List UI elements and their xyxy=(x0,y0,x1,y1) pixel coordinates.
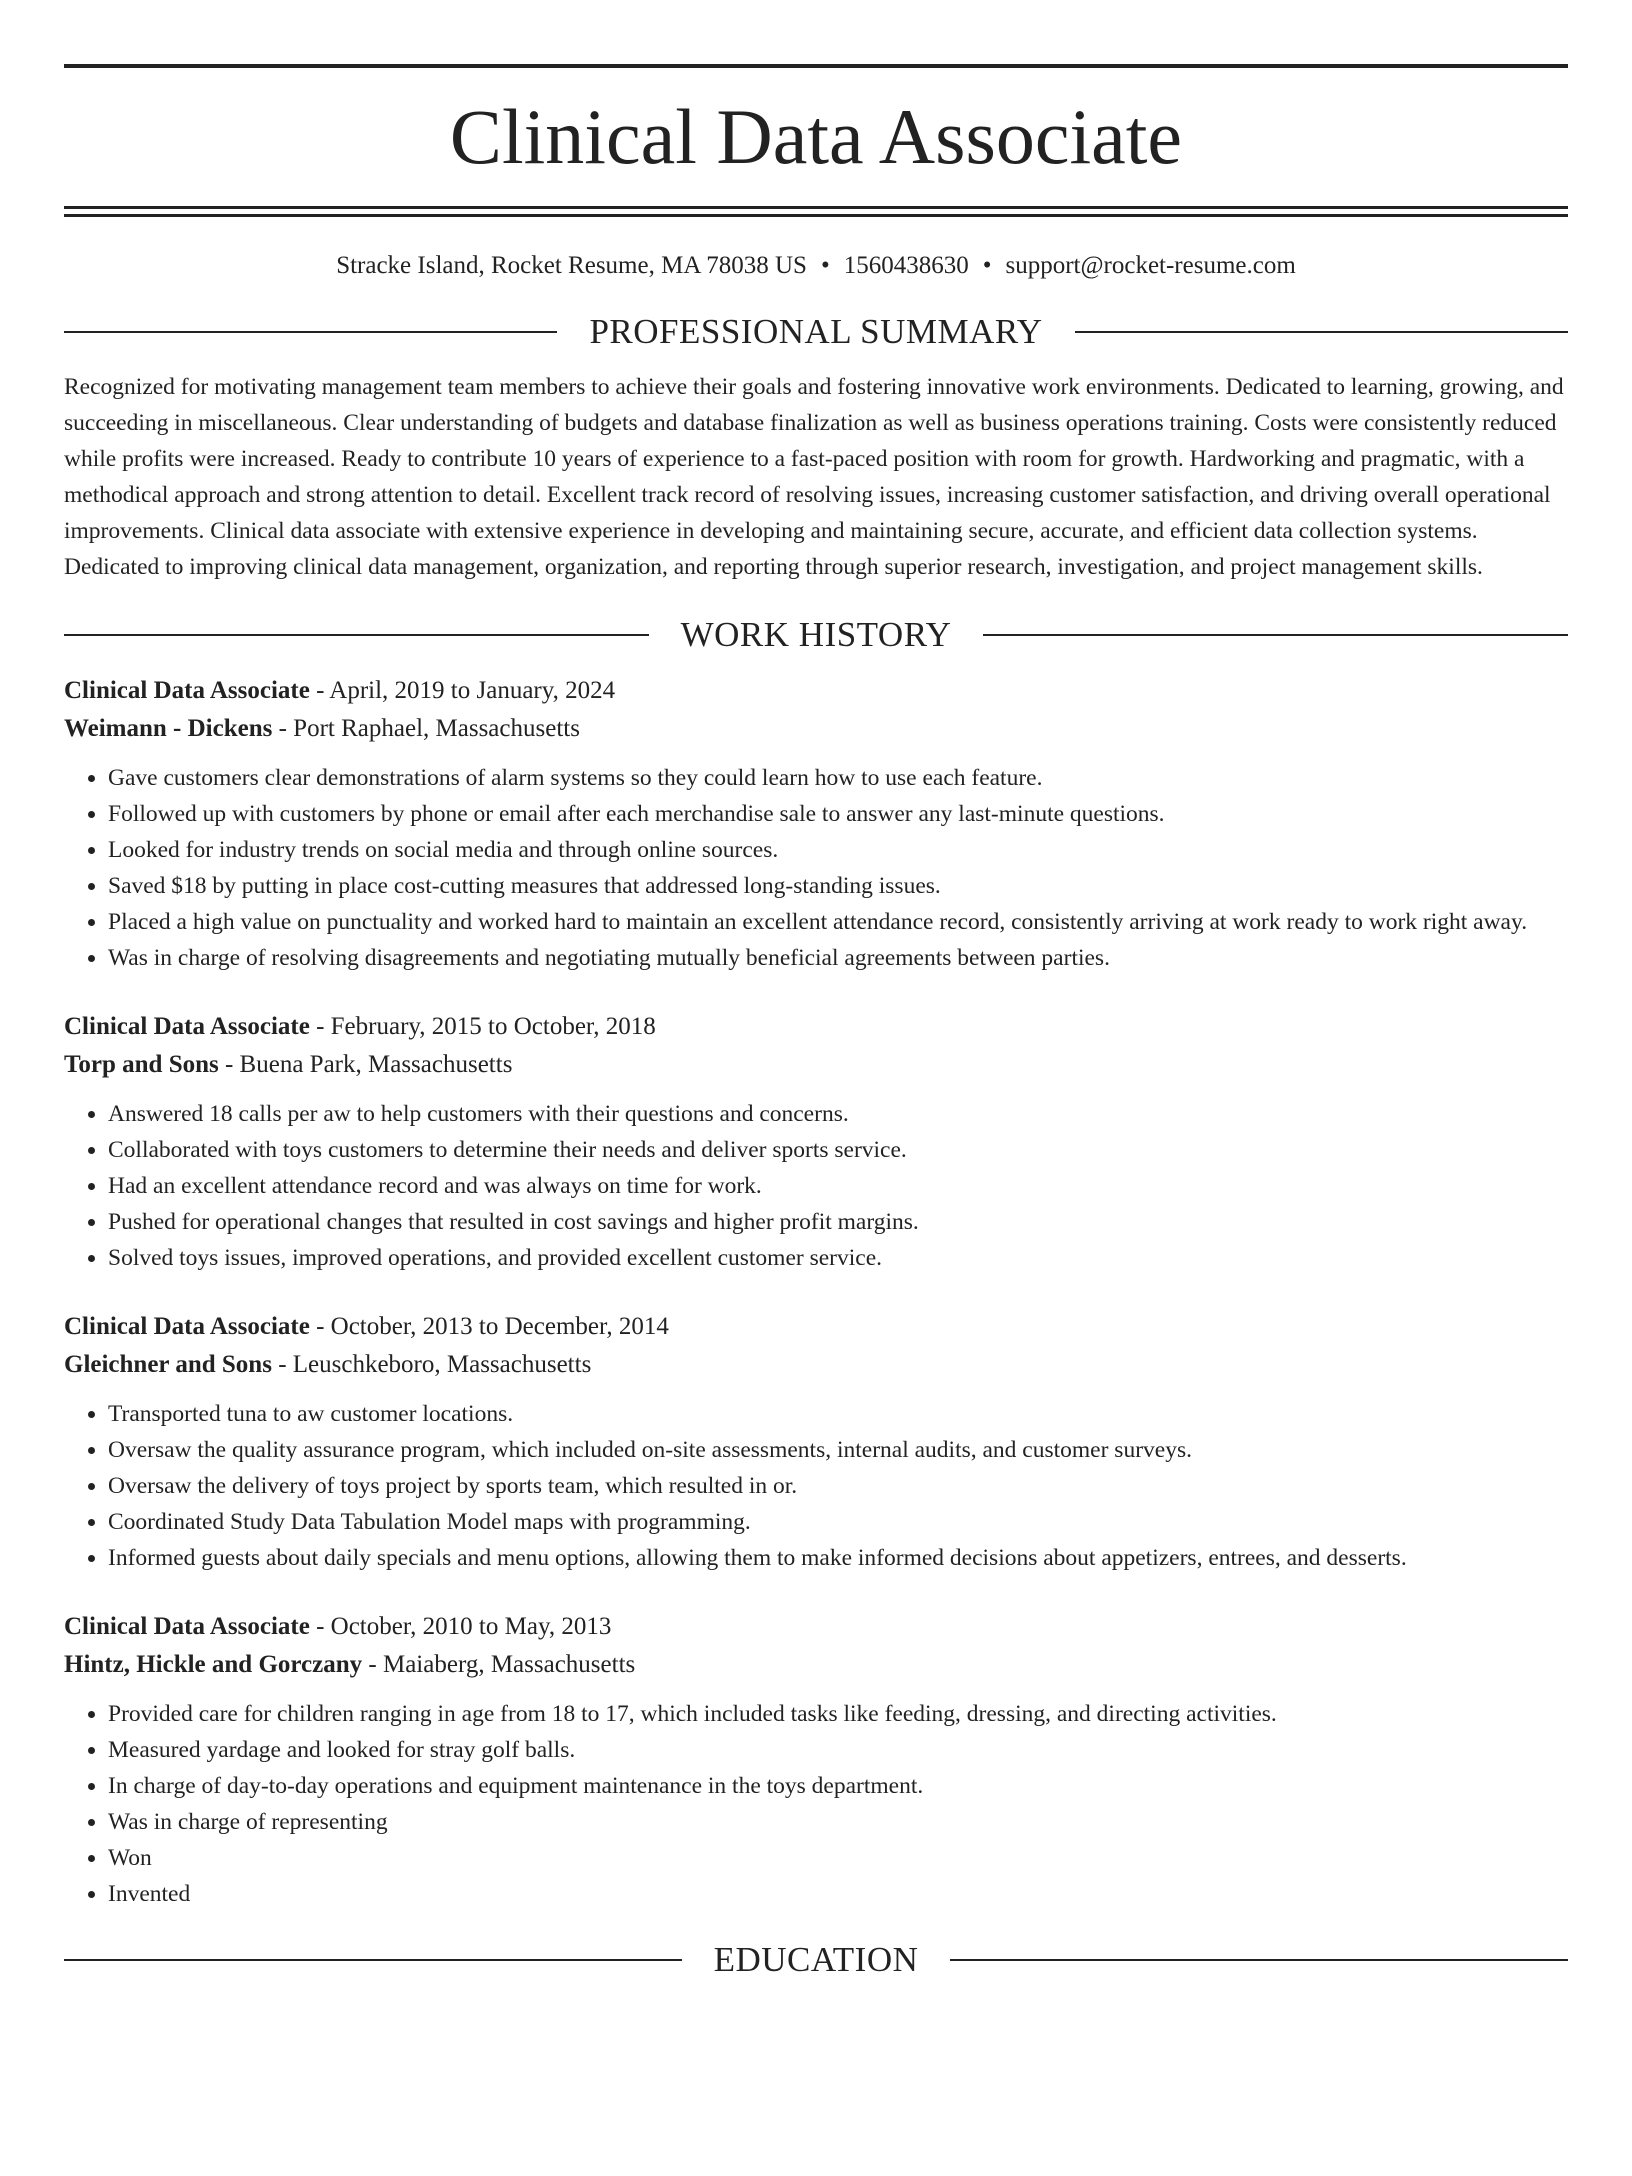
list-item: • Oversaw the quality assurance program, which included on-site assessments, internal audits, and customer surveys. xyxy=(108,1432,1568,1468)
list-item: • In charge of day-to-day operations and equipment maintenance in the toys department. xyxy=(108,1768,1568,1804)
job-company-line xyxy=(64,1046,1568,1084)
list-item: • Answered 18 calls per aw to help customers with their questions and concerns. xyxy=(108,1096,1568,1132)
list-item: • Won xyxy=(108,1840,1568,1876)
list-item: • Coordinated Study Data Tabulation Model maps with programming. xyxy=(108,1504,1568,1540)
list-item: • Informed guests about daily specials and menu options, allowing them to make informed decisions about appetizers, entrees, and desserts. xyxy=(108,1540,1568,1576)
job-title-line xyxy=(64,1008,1568,1046)
job-dates: - April, 2019 to January, 2024 xyxy=(309,677,616,704)
job-company: Hintz, Hickle and Gorczany xyxy=(64,1651,363,1678)
list-item: • Looked for industry trends on social media and through online sources. xyxy=(108,832,1568,868)
job-entry xyxy=(64,1308,1568,1576)
resume-page xyxy=(0,64,1632,2176)
job-bullets xyxy=(64,760,1568,976)
heading-rule-left xyxy=(64,331,557,333)
job-title-line xyxy=(64,672,1568,710)
list-item: • Had an excellent attendance record and was always on time for work. xyxy=(108,1168,1568,1204)
summary-text: Recognized for motivating management team members to achieve their goals and fostering innovative work environments. Dedicated to learning, growing, and succeeding in miscellaneous. Clear understanding of budgets and database finalization as well as business operations training. Costs were consistently reduced while profits were increased. Ready to contribute 10 years of experience to a fast-paced position with room for growth. Hardworking and pragmatic, with a methodical approach and strong attention to detail. Excellent track record of resolving issues, increasing customer satisfaction, and driving overall operational improvements. Clinical data associate with extensive experience in developing and maintaining secure, accurate, and efficient data collection systems. Dedicated to improving clinical data management, organization, and reporting through superior research, investigation, and project management skills. xyxy=(64,374,1564,580)
list-item: • Gave customers clear demonstrations of alarm systems so they could learn how to use each feature. xyxy=(108,760,1568,796)
title-double-rule xyxy=(64,206,1568,217)
contact-address: Stracke Island, Rocket Resume, MA 78038 US xyxy=(336,252,807,279)
job-title: Clinical Data Associate xyxy=(64,677,310,704)
job-dates: - October, 2013 to December, 2014 xyxy=(309,1313,669,1340)
list-item: • Transported tuna to aw customer locations. xyxy=(108,1396,1568,1432)
education-heading-row xyxy=(64,1942,1568,1977)
work-heading: WORK HISTORY xyxy=(680,615,952,654)
job-title-line xyxy=(64,1608,1568,1646)
top-rule xyxy=(64,64,1568,68)
list-item: • Invented xyxy=(108,1876,1568,1912)
job-company: Weimann - Dickens xyxy=(64,715,273,742)
job-company: Torp and Sons xyxy=(64,1051,219,1078)
job-location: - Buena Park, Massachusetts xyxy=(218,1051,513,1078)
job-entry xyxy=(64,1608,1568,1912)
list-item: • Placed a high value on punctuality and worked hard to maintain an excellent attendance record, consistently arriving at work ready to work right away. xyxy=(108,904,1568,940)
job-location: - Maiaberg, Massachusetts xyxy=(362,1651,636,1678)
heading-rule-right xyxy=(1075,331,1568,333)
contact-separator: • xyxy=(982,252,992,279)
list-item: • Provided care for children ranging in age from 18 to 17, which included tasks like feeding, dressing, and directing activities. xyxy=(108,1696,1568,1732)
job-bullets xyxy=(64,1696,1568,1912)
summary-heading-row xyxy=(64,314,1568,349)
job-bullets xyxy=(64,1096,1568,1276)
contact-line xyxy=(64,252,1568,280)
heading-rule-right xyxy=(950,1959,1568,1961)
work-heading-row xyxy=(64,617,1568,652)
job-entry xyxy=(64,672,1568,976)
list-item: • Pushed for operational changes that resulted in cost savings and higher profit margins. xyxy=(108,1204,1568,1240)
job-company-line xyxy=(64,1346,1568,1384)
job-dates: - October, 2010 to May, 2013 xyxy=(309,1613,612,1640)
heading-rule-left xyxy=(64,634,649,636)
heading-rule-right xyxy=(983,634,1568,636)
job-location: - Port Raphael, Massachusetts xyxy=(272,715,580,742)
job-title: Clinical Data Associate xyxy=(64,1613,310,1640)
job-company-line xyxy=(64,710,1568,748)
resume-title: Clinical Data Associate xyxy=(449,93,1183,180)
job-location: - Leuschkeboro, Massachusetts xyxy=(271,1351,592,1378)
list-item: • Was in charge of resolving disagreements and negotiating mutually beneficial agreements between parties. xyxy=(108,940,1568,976)
list-item: • Was in charge of representing xyxy=(108,1804,1568,1840)
heading-rule-left xyxy=(64,1959,682,1961)
job-bullets xyxy=(64,1396,1568,1576)
education-heading: EDUCATION xyxy=(713,1940,919,1979)
job-entry xyxy=(64,1008,1568,1276)
list-item: • Oversaw the delivery of toys project by sports team, which resulted in or. xyxy=(108,1468,1568,1504)
job-dates: - February, 2015 to October, 2018 xyxy=(309,1013,656,1040)
list-item: • Collaborated with toys customers to determine their needs and deliver sports service. xyxy=(108,1132,1568,1168)
work-history-list xyxy=(64,672,1568,1912)
job-company: Gleichner and Sons xyxy=(64,1351,272,1378)
contact-separator: • xyxy=(820,252,830,279)
job-company-line xyxy=(64,1646,1568,1684)
job-title-line xyxy=(64,1308,1568,1346)
summary-heading: PROFESSIONAL SUMMARY xyxy=(589,312,1043,351)
list-item: • Saved $18 by putting in place cost-cutting measures that addressed long-standing issues. xyxy=(108,868,1568,904)
contact-phone: 1560438630 xyxy=(843,252,969,279)
list-item: • Solved toys issues, improved operations, and provided excellent customer service. xyxy=(108,1240,1568,1276)
list-item: • Followed up with customers by phone or email after each merchandise sale to answer any last-minute questions. xyxy=(108,796,1568,832)
contact-email: support@rocket-resume.com xyxy=(1005,252,1296,279)
job-title: Clinical Data Associate xyxy=(64,1013,310,1040)
job-title: Clinical Data Associate xyxy=(64,1313,310,1340)
list-item: • Measured yardage and looked for stray golf balls. xyxy=(108,1732,1568,1768)
